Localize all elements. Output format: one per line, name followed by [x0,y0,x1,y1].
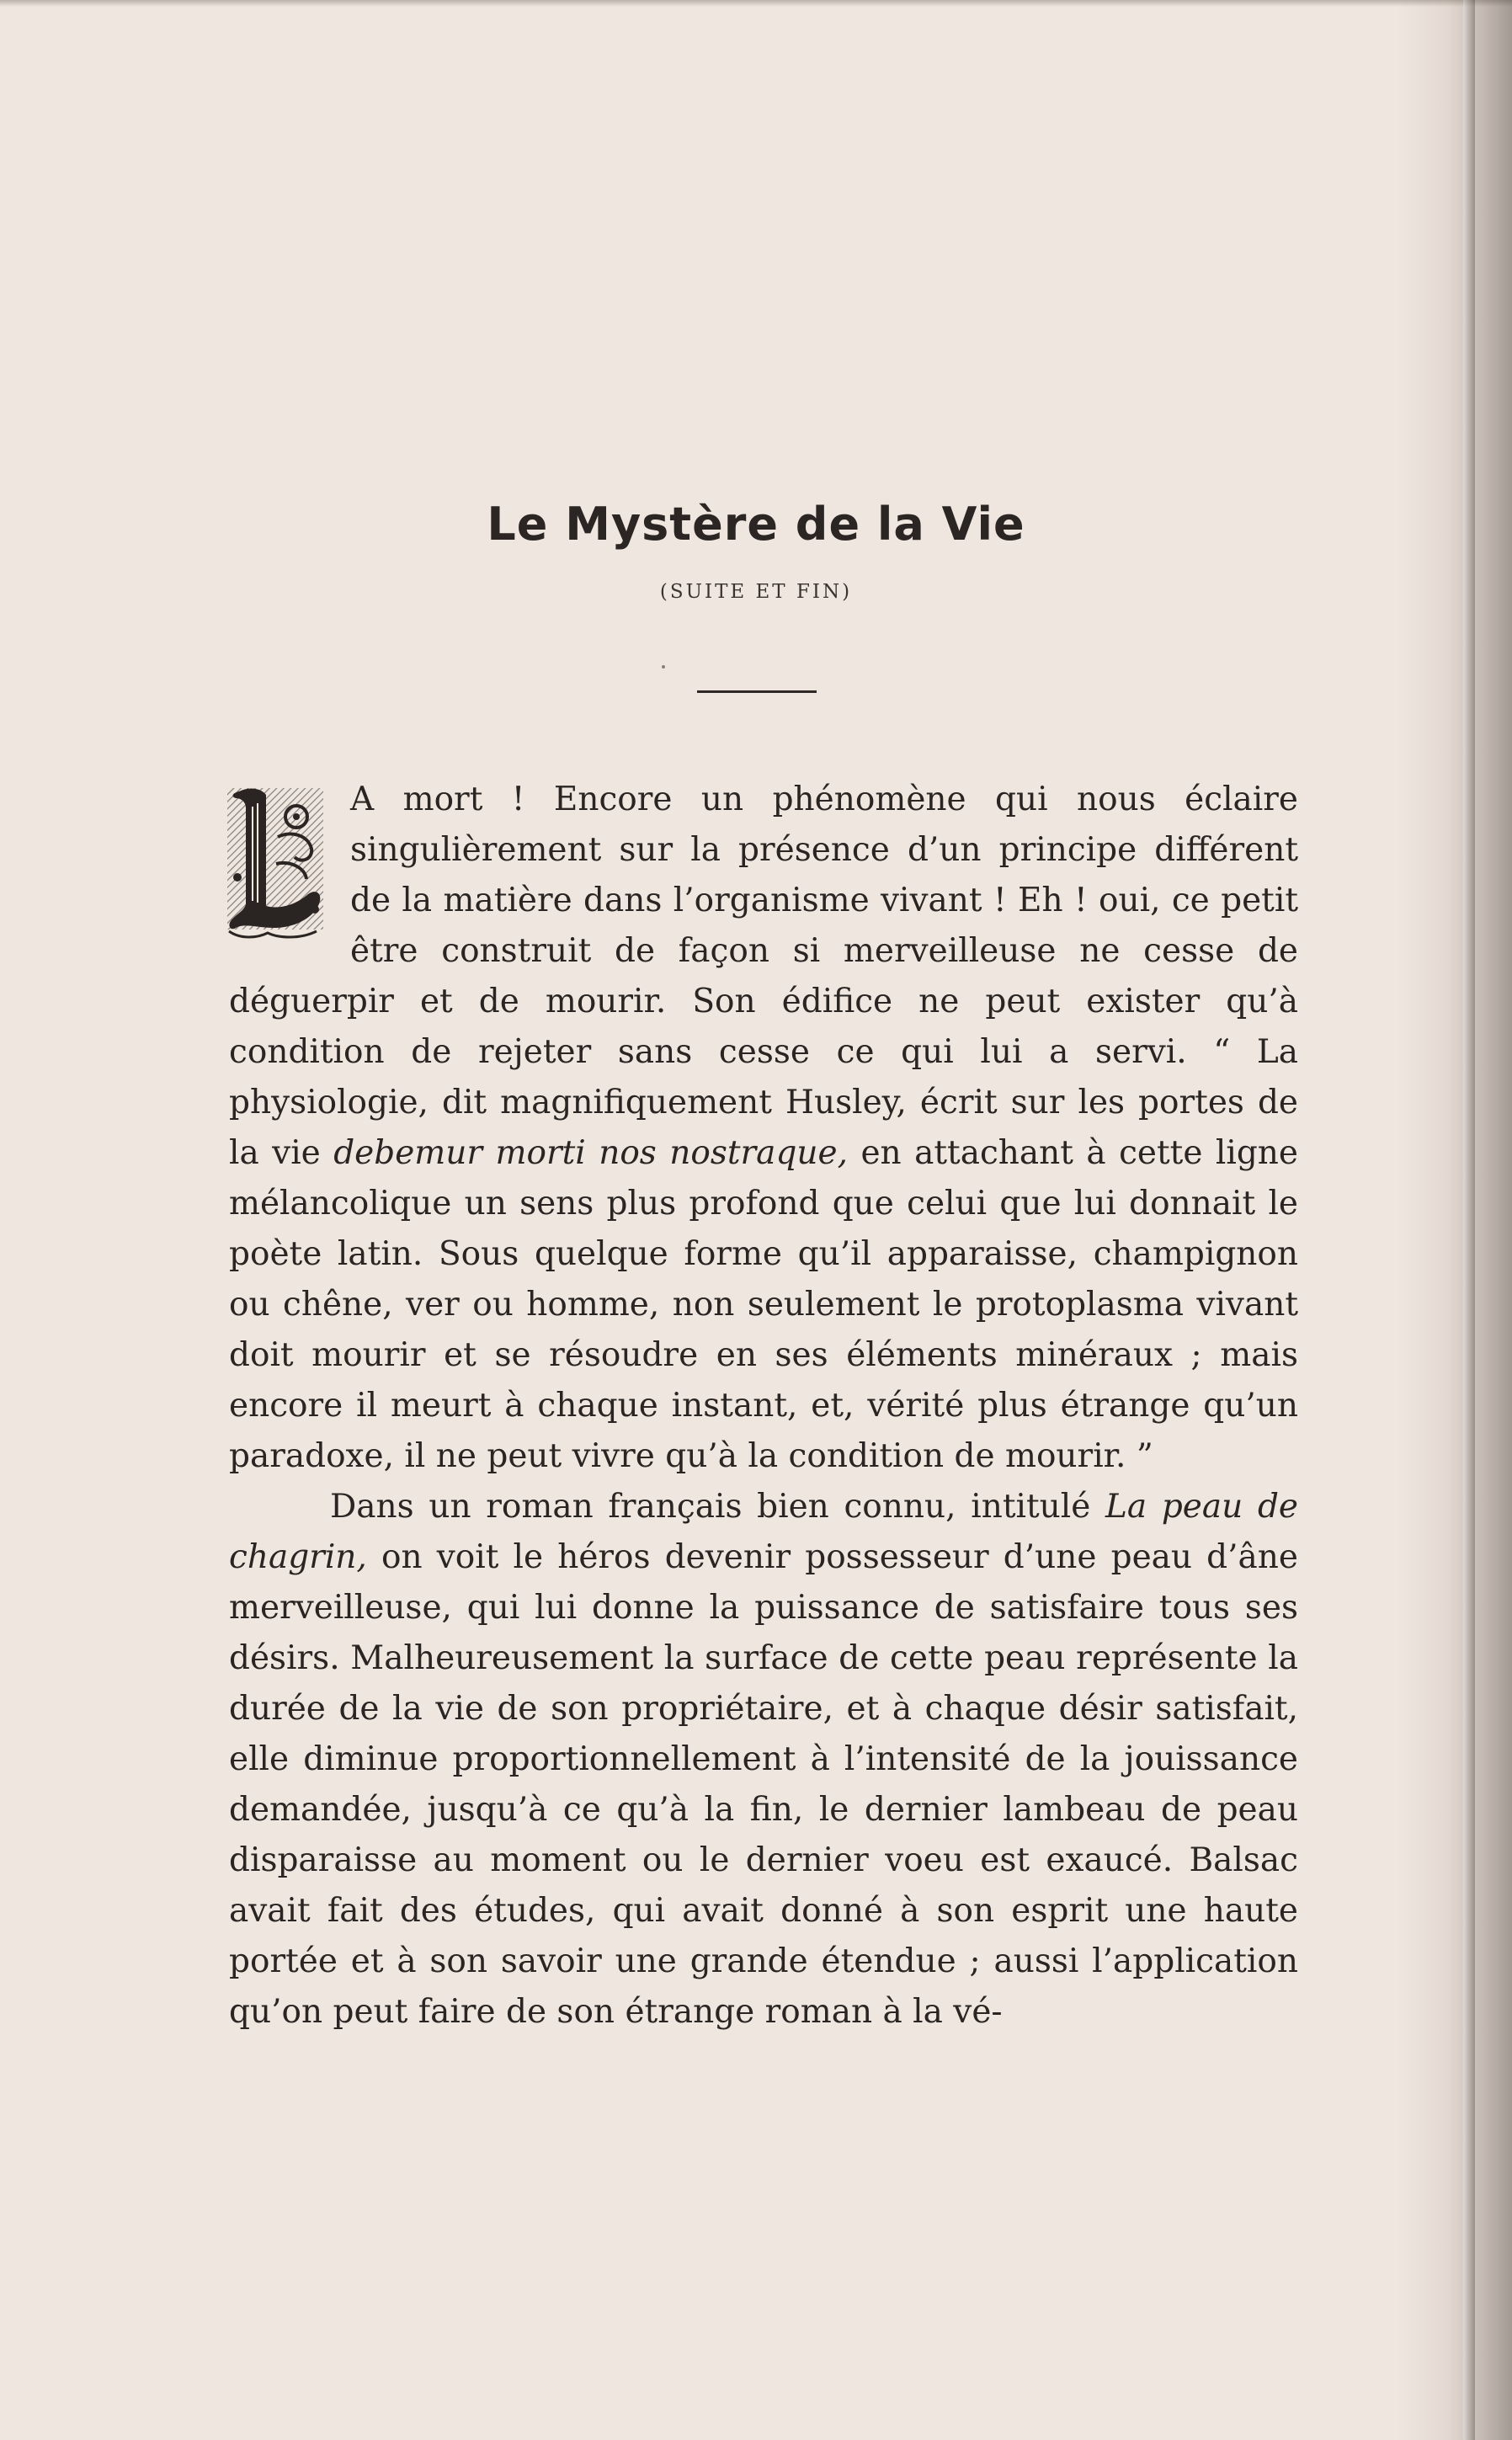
paragraph-2 [229,1482,1298,2038]
paragraph-1-rest: en attachant à cette ligne mélancolique un sens plus profond que celui que lui donnait le poète latin. Sous quelque forme qu’il apparaisse, champignon ou chêne, ver ou homme, non seulement le protoplasma vivant doit mourir et se résoudre en ses éléments minéraux ; mais encore il meurt à chaque instant, et, vérité plus étrange qu’un paradoxe, il ne peut vivre qu’à la condition de mourir. ” [229,1134,1298,1475]
paragraph-1-lead: A mort ! Encore un phénomène qui nous éclaire singulièrement sur la présence d’un principe différent de la matière dans l’organisme vivant ! Eh ! oui, ce petit être construit de façon si merveilleuse ne cesse de déguerpir et de mourir. Son édifice ne peut exister qu’à condition de rejeter sans cesse ce qui lui a servi. “ La physiologie, dit magnifiquement Husley, écrit sur les portes de la vie [229,780,1298,1172]
article-subtitle: (SUITE ET FIN) [659,581,853,603]
article-body [229,775,1298,2038]
paragraph-1 [229,775,1298,1482]
paragraph-2-rest: on voit le héros devenir possesseur d’une peau d’âne merveilleuse, qui lui donne la puissance de satisfaire tous ses désirs. Malheureusement la surface de cette peau représente la durée de la vie de son propriétaire, et à chaque désir satisfait, elle diminue proportionnellement à l’intensité de la jouissance demandée, jusqu’à ce qu’à la fin, le dernier lambeau de peau disparaisse au moment ou le dernier voeu est exaucé. Balsac avait fait des études, qui avait donné à son esprit une haute portée et à son savoir une grande étendue ; aussi l’application qu’on peut faire de son étrange roman à la vé- [229,1538,1298,2031]
paragraph-2-lead: Dans un roman français bien connu, intitulé [330,1488,1105,1526]
ornamental-dropcap-l-icon [224,783,327,940]
ink-speck [662,665,665,669]
article-title: Le Mystère de la Vie [487,498,1025,551]
paragraph-2-book-title: La peau de chagrin, [229,1488,1298,1576]
paragraph-1-latin-quote: debemur morti nos nostraque, [333,1134,848,1172]
book-spine-shadow [1463,0,1475,2440]
title-divider [697,690,817,693]
